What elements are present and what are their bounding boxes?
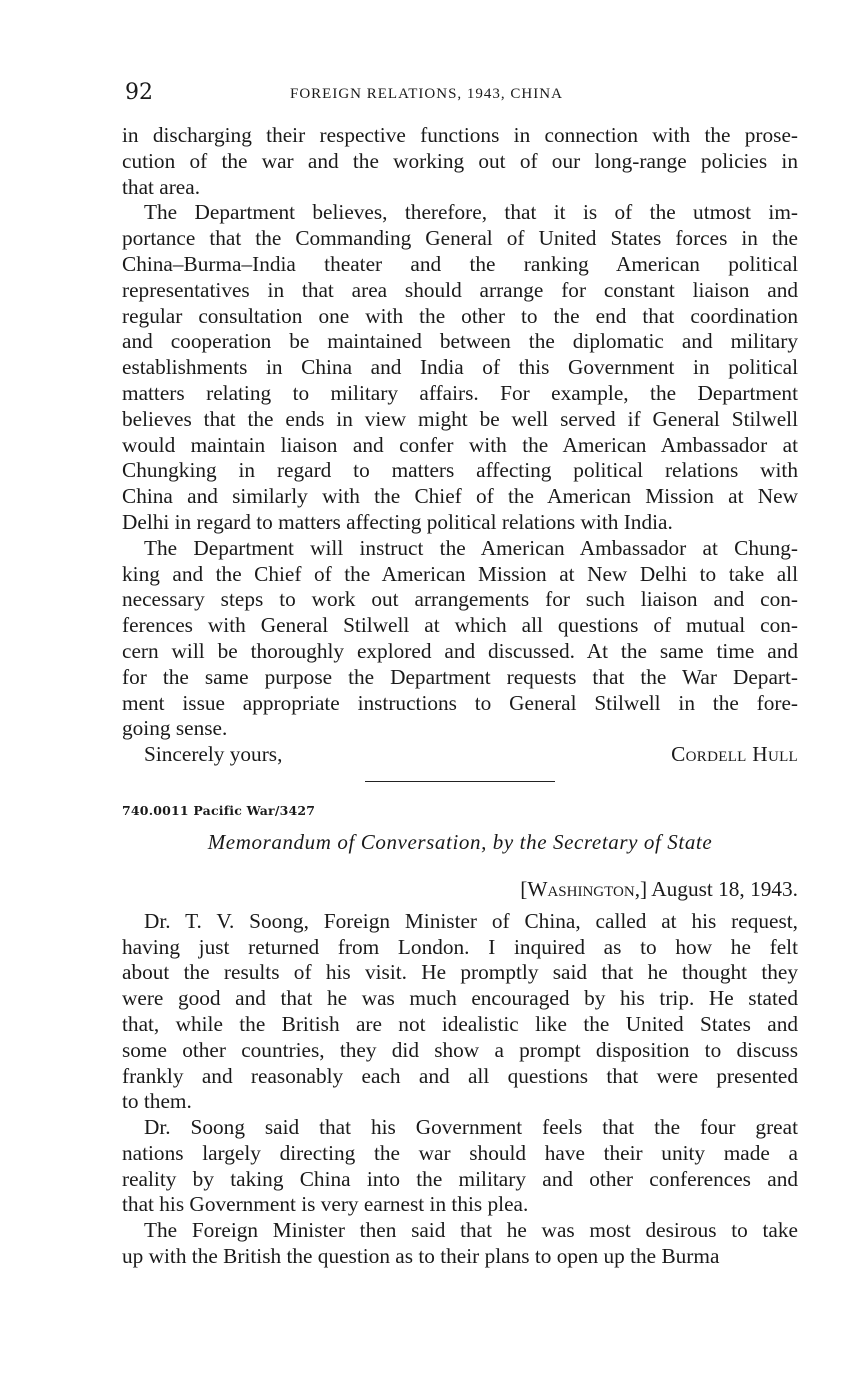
text-line: cution of the war and the working out of our long-range policies in xyxy=(122,148,798,173)
text-line: ferences with General Stilwell at which all questions of mutual con- xyxy=(122,613,798,638)
text-line: nations largely directing the war should have their unity made a xyxy=(122,1140,798,1165)
page-number: 92 xyxy=(125,80,153,105)
text-line: frankly and reasonably each and all questions that were presented xyxy=(122,1063,798,1088)
text-line: would maintain liaison and confer with the American Ambassador at xyxy=(122,432,798,457)
text-line: to them. xyxy=(122,1089,192,1114)
text-line: matters relating to military affairs. For example, the Department xyxy=(122,380,798,405)
letter-body xyxy=(122,123,798,742)
text-line: and cooperation be maintained between the diplomatic and military xyxy=(122,329,798,354)
text-line: in discharging their respective functions in connection with the prose- xyxy=(122,123,798,147)
memo-body xyxy=(122,909,798,1270)
document-page xyxy=(122,80,798,1270)
text-line: having just returned from London. I inquired as to how he felt xyxy=(122,934,798,959)
signature: Cordell Hull xyxy=(671,742,798,767)
dateline xyxy=(122,877,798,903)
paragraph xyxy=(122,909,798,1115)
paragraph xyxy=(122,1115,798,1218)
letter-closing-row xyxy=(122,742,798,768)
text-line: Delhi in regard to matters affecting political relations with India. xyxy=(122,509,673,534)
dateline-date: August 18, 1943. xyxy=(651,876,798,901)
text-line: some other countries, they did show a prompt disposition to discuss xyxy=(122,1037,798,1062)
text-line: up with the British the question as to their plans to open up the Burma xyxy=(122,1244,720,1269)
text-line: ment issue appropriate instructions to General Stilwell in the fore- xyxy=(122,690,798,715)
paragraph xyxy=(122,536,798,742)
paragraph xyxy=(122,200,798,535)
text-line: Chungking in regard to matters affecting political relations with xyxy=(122,458,798,483)
closing-salutation: Sincerely yours, xyxy=(144,742,283,767)
text-line: king and the Chief of the American Mission at New Delhi to take all xyxy=(122,561,798,586)
text-line: China–Burma–India theater and the ranking American political xyxy=(122,251,798,276)
text-line: portance that the Commanding General of United States forces in the xyxy=(122,226,798,251)
paragraph xyxy=(122,123,798,200)
text-line: Dr. Soong said that his Government feels that the four great xyxy=(144,1115,798,1140)
running-head-title: FOREIGN RELATIONS, 1943, CHINA xyxy=(290,86,563,102)
text-line: believes that the ends in view might be well served if General Stilwell xyxy=(122,406,798,431)
text-line: about the results of his visit. He promptly said that he thought they xyxy=(122,960,798,985)
text-line: The Department will instruct the American Ambassador at Chung- xyxy=(144,535,798,560)
text-line: The Foreign Minister then said that he was most desirous to take xyxy=(144,1218,798,1243)
text-line: establishments in China and India of this Government in political xyxy=(122,355,798,380)
paragraph xyxy=(122,1218,798,1270)
text-line: necessary steps to work out arrangements for such liaison and con- xyxy=(122,587,798,612)
text-line: China and similarly with the Chief of the American Mission at New xyxy=(122,484,798,509)
text-line: Dr. T. V. Soong, Foreign Minister of China, called at his request, xyxy=(144,908,798,933)
dateline-place: [Washington,] xyxy=(520,876,648,901)
text-line: cern will be thoroughly explored and discussed. At the same time and xyxy=(122,638,798,663)
text-line: for the same purpose the Department requests that the War Depart- xyxy=(122,664,798,689)
text-line: reality by taking China into the military and other conferences and xyxy=(122,1166,798,1191)
text-line: going sense. xyxy=(122,716,228,741)
text-line: that his Government is very earnest in this plea. xyxy=(122,1192,529,1217)
text-line: were good and that he was much encouraged by his trip. He stated xyxy=(122,986,798,1011)
file-number: 740.0011 Pacific War/3427 xyxy=(122,802,316,818)
text-line: regular consultation one with the other to the end that coordination xyxy=(122,303,798,328)
memo-title: Memorandum of Conversation, by the Secretary of State xyxy=(207,829,713,854)
text-line: The Department believes, therefore, that it is of the utmost im- xyxy=(144,200,798,225)
text-line: that area. xyxy=(122,174,201,199)
running-head xyxy=(122,80,798,110)
text-line: representatives in that area should arrange for constant liaison and xyxy=(122,277,798,302)
section-divider xyxy=(365,781,555,782)
text-line: that, while the British are not idealistic like the United States and xyxy=(122,1011,798,1036)
